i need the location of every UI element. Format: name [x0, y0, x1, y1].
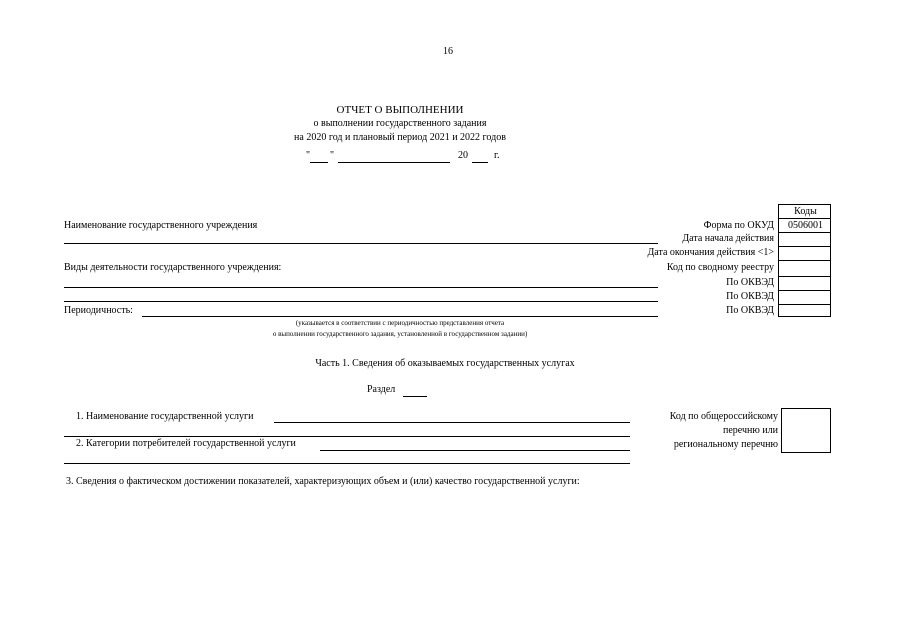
registry-code-label: Код по сводному реестру — [666, 262, 774, 273]
report-subtitle: о выполнении государственного задания — [313, 118, 487, 129]
activity-types-field-1[interactable] — [64, 287, 658, 288]
okud-label: Форма по ОКУД — [703, 220, 774, 231]
date-year-suffix: г. — [494, 150, 500, 161]
okved-3-cell[interactable] — [779, 305, 832, 317]
section-label: Раздел — [367, 384, 396, 395]
consumers-label: 2. Категории потребителей государственной услуги — [76, 438, 296, 449]
indicators-label: 3. Сведения о фактическом достижении показателей, характеризующих объем и (или) качество государственной услуги: — [66, 476, 580, 487]
code-list-label-line2: перечню или — [722, 425, 778, 436]
end-date-label: Дата окончания действия <1> — [647, 247, 774, 258]
periodicity-label: Периодичность: — [64, 305, 133, 316]
periodicity-note-line2: о выполнении государственного задания, установленной в государственном задании) — [272, 330, 528, 338]
service-name-label: 1. Наименование государственной услуги — [76, 411, 254, 422]
part1-title: Часть 1. Сведения об оказываемых государственных услугах — [315, 358, 575, 369]
date-year-field[interactable] — [472, 162, 488, 163]
okved-1-label: По ОКВЭД — [726, 277, 774, 288]
date-open-quote: " — [306, 150, 311, 161]
periodicity-note-line1: (указывается в соответствии с периодичностью представления отчета — [295, 319, 505, 327]
code-list-box[interactable] — [781, 408, 831, 453]
consumers-field-2[interactable] — [64, 463, 630, 464]
code-list-label-line1: Код по общероссийскому — [669, 411, 778, 422]
codes-header: Коды — [794, 206, 817, 217]
report-period: на 2020 год и плановый период 2021 и 2022 годов — [294, 132, 506, 143]
date-close-quote: " — [330, 150, 335, 161]
code-list-label-line3: региональному перечню — [673, 439, 778, 450]
page-number: 16 — [443, 46, 453, 57]
codes-box — [778, 204, 831, 317]
activity-types-field-2[interactable] — [64, 301, 658, 302]
start-date-label: Дата начала действия — [682, 233, 774, 244]
periodicity-field[interactable] — [142, 316, 658, 317]
okved-1-cell[interactable] — [779, 277, 832, 289]
consumers-field[interactable] — [320, 450, 630, 451]
date-month-field[interactable] — [338, 162, 450, 163]
institution-name-field[interactable] — [64, 243, 658, 244]
section-number-field[interactable] — [403, 396, 427, 397]
okved-2-cell[interactable] — [779, 291, 832, 303]
institution-name-label: Наименование государственного учреждения — [64, 220, 258, 231]
activity-types-label: Виды деятельности государственного учреждения: — [64, 262, 282, 273]
report-title: ОТЧЕТ О ВЫПОЛНЕНИИ — [336, 104, 464, 116]
end-date-cell[interactable] — [779, 247, 832, 259]
okved-2-label: По ОКВЭД — [726, 291, 774, 302]
date-year-prefix: 20 — [458, 150, 468, 161]
service-name-field[interactable] — [274, 422, 630, 423]
date-day-field[interactable] — [310, 162, 328, 163]
registry-code-cell[interactable] — [779, 261, 832, 275]
service-name-field-2[interactable] — [64, 436, 630, 437]
okud-code-cell[interactable]: 0506001 — [788, 220, 823, 231]
okved-3-label: По ОКВЭД — [726, 305, 774, 316]
start-date-cell[interactable] — [779, 233, 832, 245]
